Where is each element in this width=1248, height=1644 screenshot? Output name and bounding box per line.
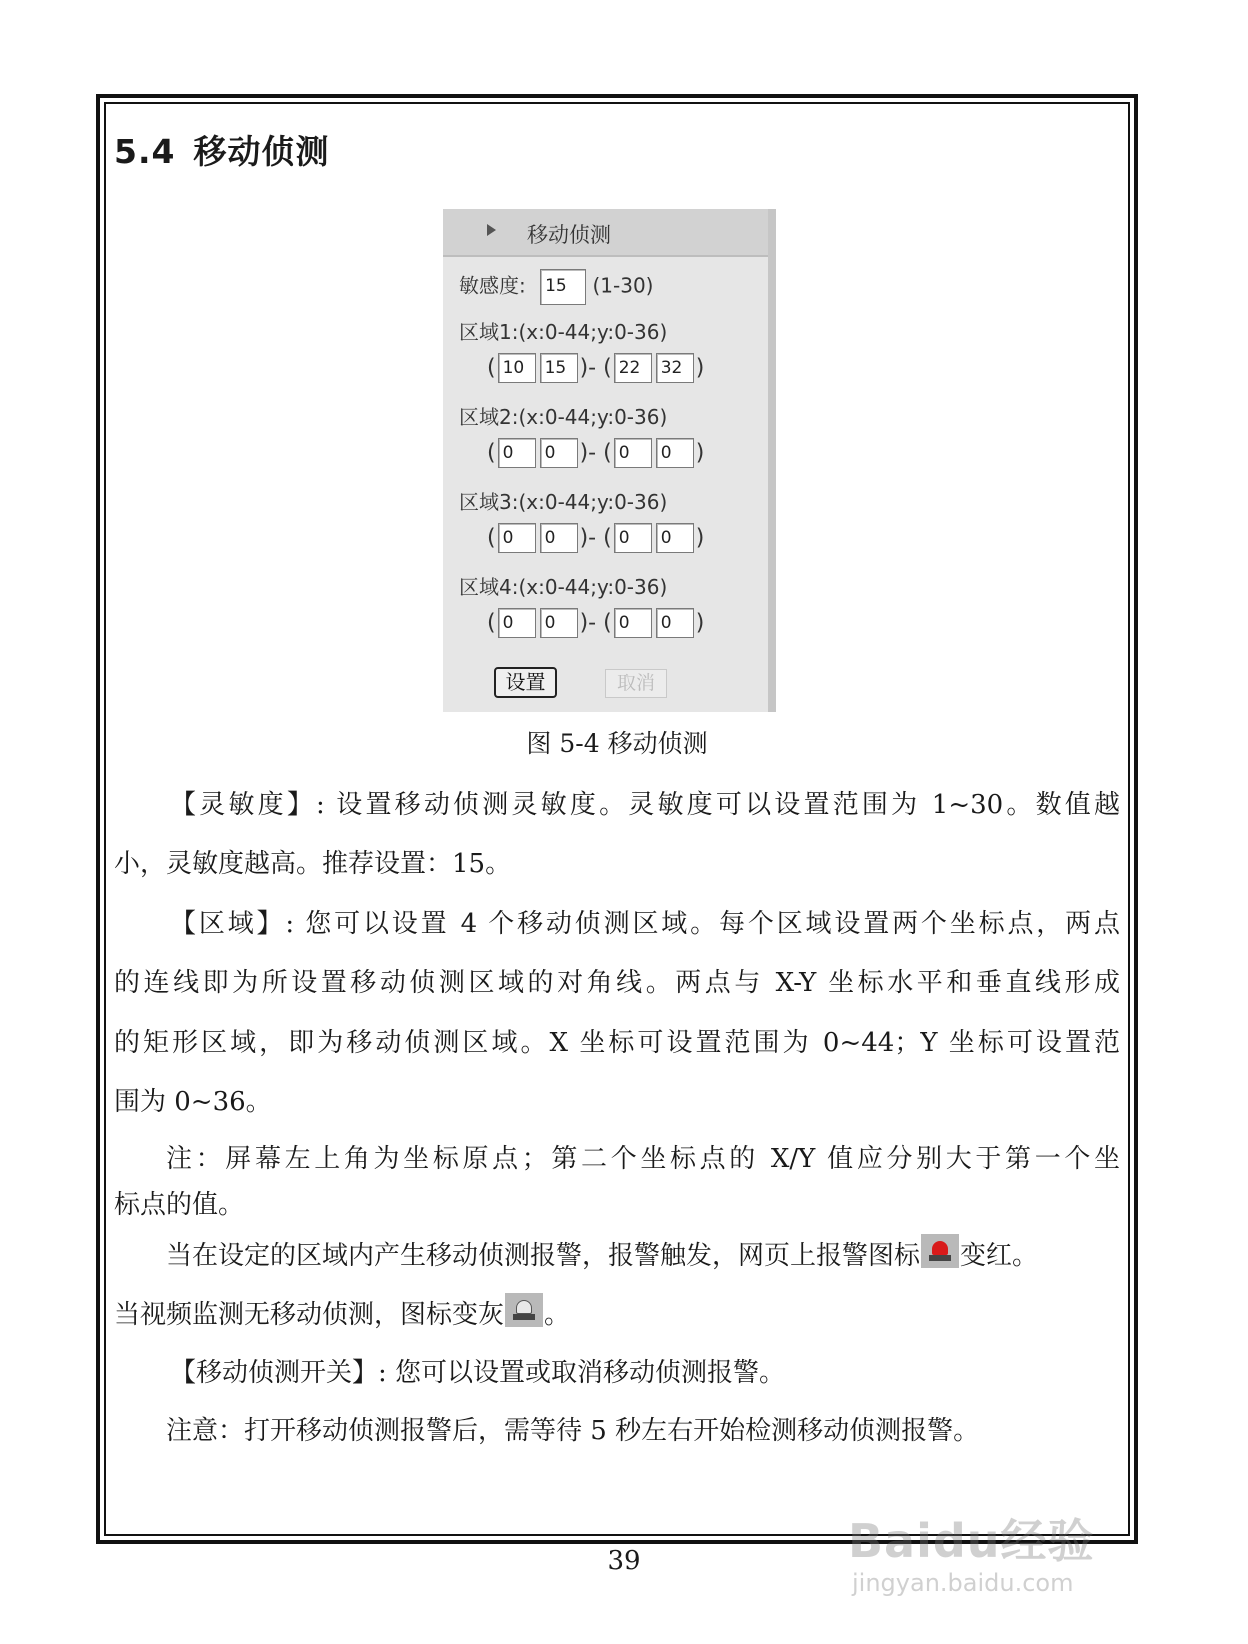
- page-content: [114, 112, 1120, 1522]
- para-zone-line-4: 围为 0~36。: [114, 1087, 272, 1117]
- zone-4-y2-input[interactable]: 0: [656, 608, 694, 638]
- zone-4-label: 区域4:(x:0-44;y:0-36): [459, 575, 668, 599]
- sensitivity-row: [459, 269, 653, 305]
- section-number: 5.4: [114, 132, 176, 171]
- zone-2-y1-input[interactable]: 0: [540, 438, 578, 468]
- alarm-red-icon: [921, 1234, 959, 1268]
- para-sensitivity-line-2: 小，灵敏度越高。推荐设置：15。: [114, 849, 512, 879]
- section-heading: 移动侦测: [193, 132, 330, 171]
- sensitivity-label: 敏感度:: [459, 273, 526, 298]
- section-title: [114, 126, 329, 173]
- zone-1-coords: ( 10 15 )- ( 22 32 ): [487, 353, 704, 383]
- set-button[interactable]: 设置: [494, 667, 557, 698]
- panel-title: 移动侦测: [527, 223, 611, 247]
- alarm-text-a: 当在设定的区域内产生移动侦测报警，报警触发，网页上报警图标: [166, 1241, 921, 1271]
- note-origin-line-2: 标点的值。: [114, 1190, 245, 1220]
- note-wait: 注意：打开移动侦测报警后，需等待 5 秒左右开始检测移动侦测报警。: [166, 1416, 980, 1446]
- alarm-text-b: 变红。: [960, 1241, 1039, 1271]
- watermark-url: jingyan.baidu.com: [852, 1569, 1074, 1597]
- zone-3-label: 区域3:(x:0-44;y:0-36): [459, 490, 668, 514]
- zone-1-label: 区域1:(x:0-44;y:0-36): [459, 320, 668, 344]
- zone-3-x1-input[interactable]: 0: [498, 523, 536, 553]
- para-zone-line-3: 的矩形区域，即为移动侦测区域。X 坐标可设置范围为 0~44；Y 坐标可设置范: [114, 1028, 1120, 1058]
- watermark: [848, 1505, 1095, 1597]
- zone-3-y2-input[interactable]: 0: [656, 523, 694, 553]
- zone-1-y1-input[interactable]: 15: [540, 353, 578, 383]
- zone-4-x1-input[interactable]: 0: [498, 608, 536, 638]
- para-zone-line-1: 【区域】: 您可以设置 4 个移动侦测区域。每个区域设置两个坐标点，两点: [170, 909, 1120, 939]
- para-alarm-line-2: [114, 1293, 1120, 1331]
- para-zone-line-2: 的连线即为所设置移动侦测区域的对角线。两点与 X-Y 坐标水平和垂直线形成: [114, 968, 1120, 998]
- zone-2-y2-input[interactable]: 0: [656, 438, 694, 468]
- zone-1-x1-input[interactable]: 10: [498, 353, 536, 383]
- zone-2-x1-input[interactable]: 0: [498, 438, 536, 468]
- panel-header[interactable]: [443, 209, 768, 257]
- zone-1-x2-input[interactable]: 22: [614, 353, 652, 383]
- expand-arrow-icon[interactable]: [487, 224, 496, 236]
- page-number: 39: [607, 1546, 641, 1576]
- sensitivity-range: (1-30): [592, 273, 654, 298]
- zone-4-coords: ( 0 0 )- ( 0 0 ): [487, 608, 704, 638]
- alarm-idle-text-a: 当视频监测无移动侦测，图标变灰: [114, 1300, 505, 1330]
- zone-3-x2-input[interactable]: 0: [614, 523, 652, 553]
- zone-3-y1-input[interactable]: 0: [540, 523, 578, 553]
- watermark-logo: Baidu经验: [848, 1514, 1095, 1568]
- zone-3-coords: ( 0 0 )- ( 0 0 ): [487, 523, 704, 553]
- motion-detection-panel: [443, 209, 776, 712]
- sensitivity-input[interactable]: 15: [540, 269, 586, 305]
- zone-4-x2-input[interactable]: 0: [614, 608, 652, 638]
- para-alarm-line-1: [166, 1234, 1120, 1272]
- note-origin-line-1: 注：屏幕左上角为坐标原点；第二个坐标点的 X/Y 值应分别大于第一个坐: [166, 1144, 1120, 1174]
- para-switch: 【移动侦测开关】: 您可以设置或取消移动侦测报警。: [170, 1358, 786, 1388]
- zone-4-y1-input[interactable]: 0: [540, 608, 578, 638]
- zone-2-coords: ( 0 0 )- ( 0 0 ): [487, 438, 704, 468]
- alarm-gray-icon: [505, 1293, 543, 1327]
- zone-2-x2-input[interactable]: 0: [614, 438, 652, 468]
- figure-caption: 图 5-4 移动侦测: [526, 729, 708, 758]
- zone-1-y2-input[interactable]: 32: [656, 353, 694, 383]
- cancel-button[interactable]: 取消: [605, 669, 667, 698]
- alarm-idle-text-b: 。: [544, 1300, 571, 1330]
- zone-2-label: 区域2:(x:0-44;y:0-36): [459, 405, 668, 429]
- para-sensitivity-line-1: 【灵敏度】: 设置移动侦测灵敏度。灵敏度可以设置范围为 1~30。数值越: [170, 790, 1120, 820]
